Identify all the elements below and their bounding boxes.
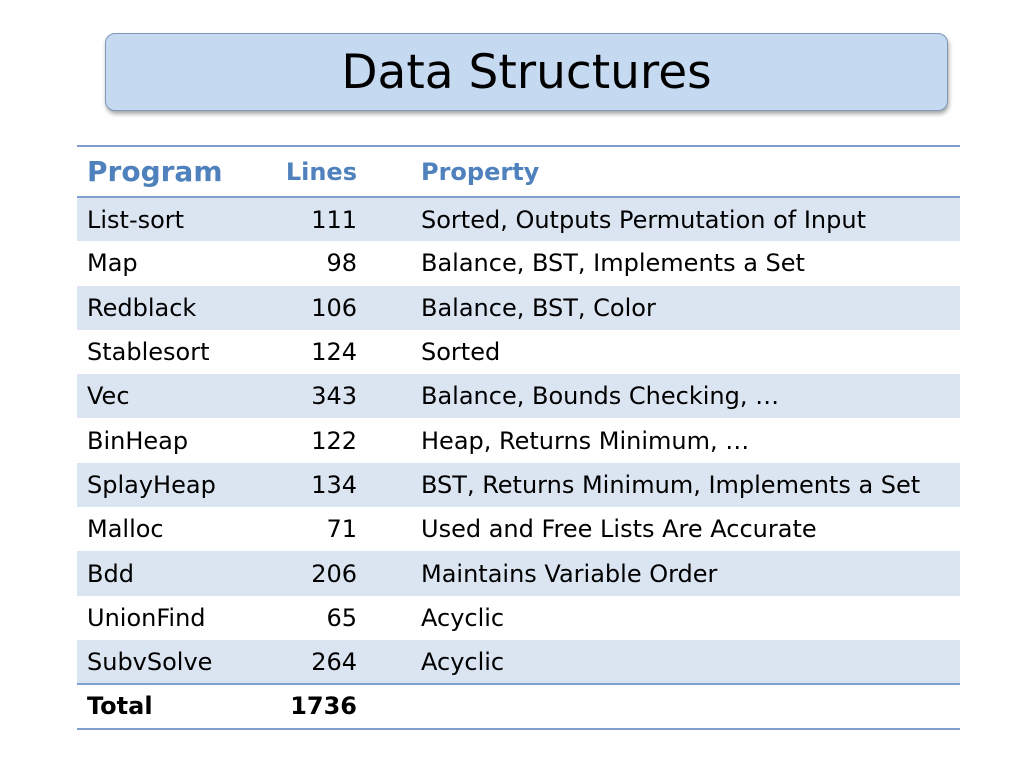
table-header-row [77,146,960,197]
cell-lines: 343 [311,382,357,411]
cell-lines: 106 [311,293,357,322]
cell-program: Map [87,249,138,278]
table-row [77,286,960,330]
cell-program: Stablesort [87,338,210,367]
table-row [77,418,960,462]
cell-program: List-sort [87,205,185,234]
cell-lines: 206 [311,559,357,588]
cell-program: Malloc [87,515,164,544]
cell-property: Sorted [421,338,501,367]
cell-lines: 124 [311,338,357,367]
cell-property: Acyclic [421,647,505,676]
cell-lines: 98 [326,249,357,278]
table-row [77,463,960,507]
slide-title: Data Structures [341,44,712,100]
cell-property: Sorted, Outputs Permutation of Input [421,205,866,234]
cell-lines: 111 [311,205,357,234]
table-row [77,640,960,684]
header-property: Property [421,157,540,186]
cell-property: Balance, BST, Color [421,293,656,322]
cell-property: Balance, BST, Implements a Set [421,249,805,278]
table-row [77,241,960,285]
slide-title-box [105,33,948,111]
cell-program: Vec [87,382,130,411]
cell-program: SubvSolve [87,647,213,676]
cell-lines: 134 [311,470,357,499]
data-structures-table [77,145,960,730]
cell-program: BinHeap [87,426,189,455]
table-row [77,507,960,551]
cell-program: UnionFind [87,603,206,632]
cell-property: BST, Returns Minimum, Implements a Set [421,470,921,499]
total-label: Total [87,692,153,721]
cell-lines: 71 [326,515,357,544]
cell-lines: 65 [326,603,357,632]
cell-property: Acyclic [421,603,505,632]
table-row [77,551,960,595]
cell-program: Redblack [87,293,197,322]
cell-program: SplayHeap [87,470,216,499]
table-total-row [77,684,960,728]
cell-lines: 264 [311,647,357,676]
header-program: Program [87,155,223,188]
cell-lines: 122 [311,426,357,455]
table-row [77,374,960,418]
cell-property: Balance, Bounds Checking, … [421,382,780,411]
cell-property: Heap, Returns Minimum, … [421,426,750,455]
cell-property: Used and Free Lists Are Accurate [421,515,817,544]
table-row [77,197,960,241]
cell-program: Bdd [87,559,134,588]
header-lines: Lines [285,157,357,186]
table-row [77,330,960,374]
table-row [77,596,960,640]
total-property-empty [369,684,960,728]
cell-property: Maintains Variable Order [421,559,718,588]
total-lines: 1736 [290,692,357,721]
